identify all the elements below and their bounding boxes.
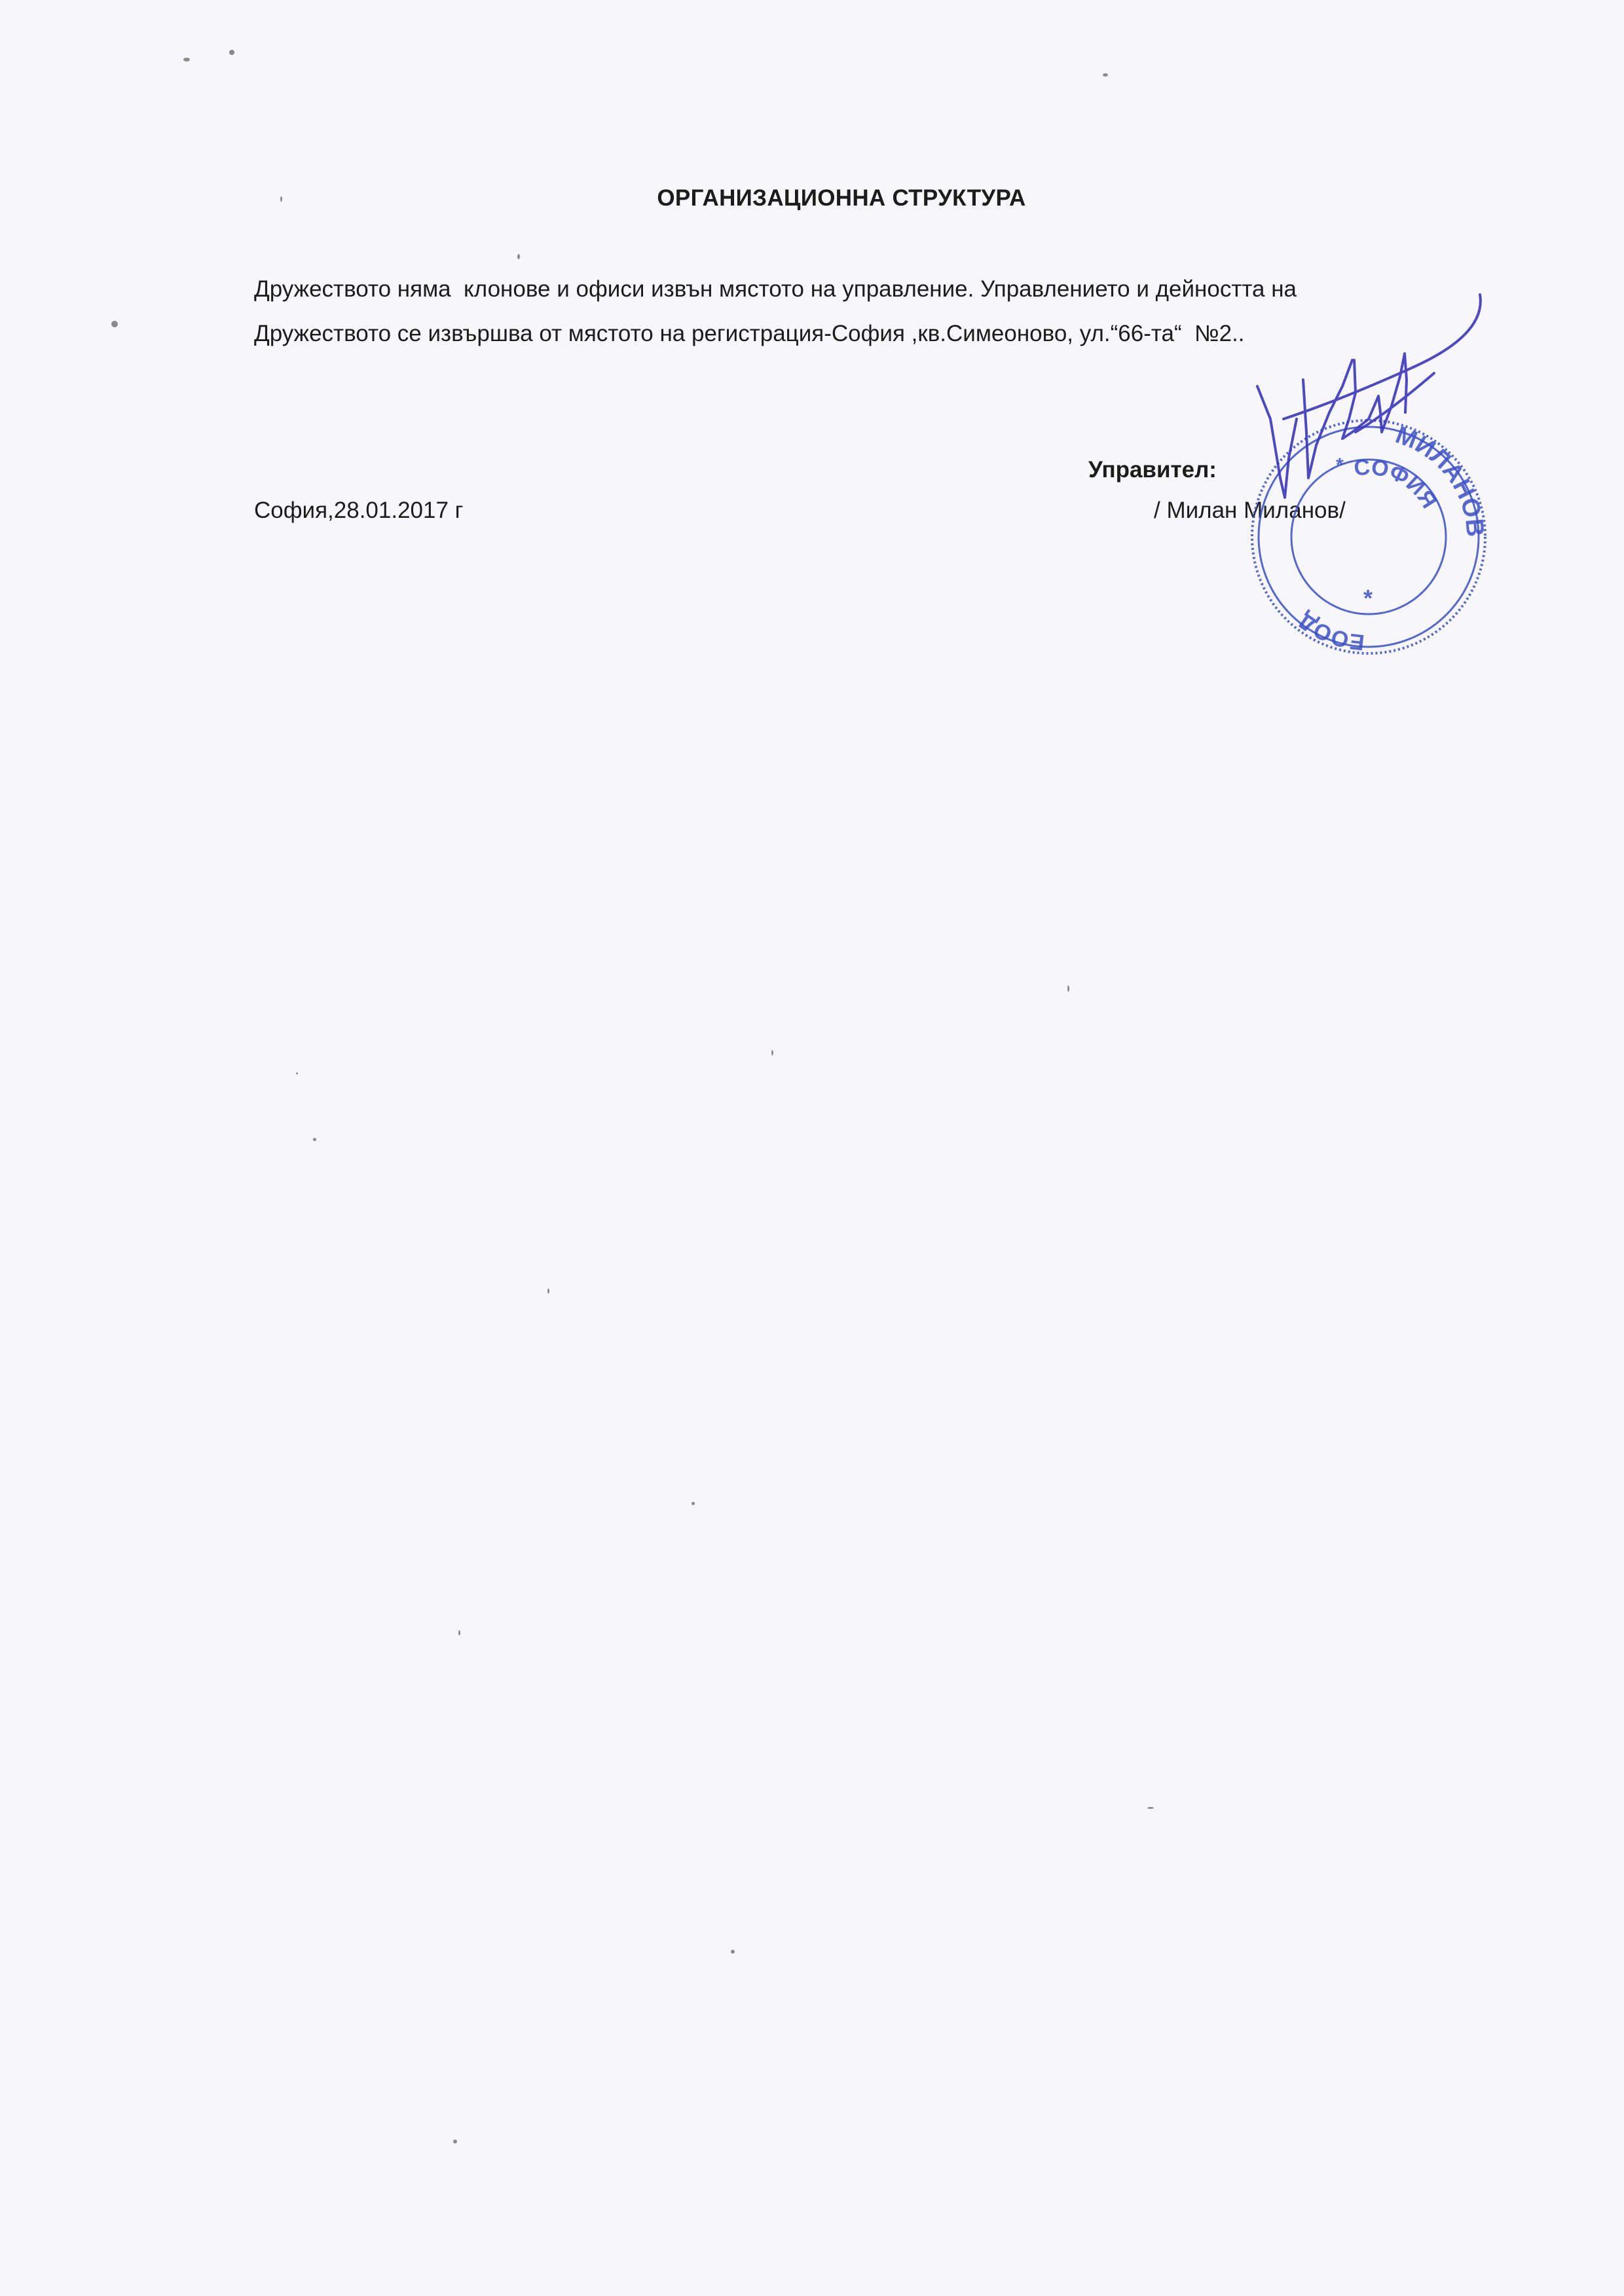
scan-speck	[313, 1138, 316, 1141]
scan-speck	[1067, 985, 1069, 992]
manager-label: Управител:	[1088, 457, 1217, 483]
scan-speck	[453, 2140, 457, 2143]
scan-speck	[1147, 1807, 1154, 1809]
svg-text:*: *	[1363, 585, 1373, 611]
stamp-suffix-text: ЕООД	[1294, 608, 1366, 655]
scan-speck	[183, 58, 190, 62]
stamp-inner-text: СОФИЯ	[1352, 454, 1442, 513]
document-title: ОРГАНИЗАЦИОННА СТРУКТУРА	[657, 185, 1026, 211]
scan-speck	[458, 1630, 460, 1635]
handwritten-signature	[1244, 282, 1506, 543]
scan-speck	[229, 50, 234, 55]
body-text-line-2: Дружеството се извършва от мястото на регистрация-София ,кв.Симеоново, ул.“66-та“ №2..	[254, 321, 1245, 346]
scan-speck	[1103, 73, 1108, 77]
scan-speck	[296, 1072, 298, 1074]
scan-speck	[771, 1050, 773, 1055]
manager-name: / Милан Миланов/	[1154, 498, 1346, 523]
scan-speck	[280, 196, 282, 202]
body-text-line-1: Дружеството няма клонове и офиси извън мястото на управление. Управлението и дейността на	[254, 276, 1297, 302]
scan-speck	[111, 321, 118, 327]
date-place: София,28.01.2017 г	[254, 498, 464, 523]
scan-speck	[517, 254, 520, 259]
scan-speck	[731, 1950, 735, 1954]
stamp-outer-text: МИЛАНОВ	[1392, 421, 1489, 538]
scan-speck	[692, 1502, 695, 1505]
svg-text:*: *	[1336, 454, 1344, 476]
scan-speck	[547, 1288, 549, 1294]
